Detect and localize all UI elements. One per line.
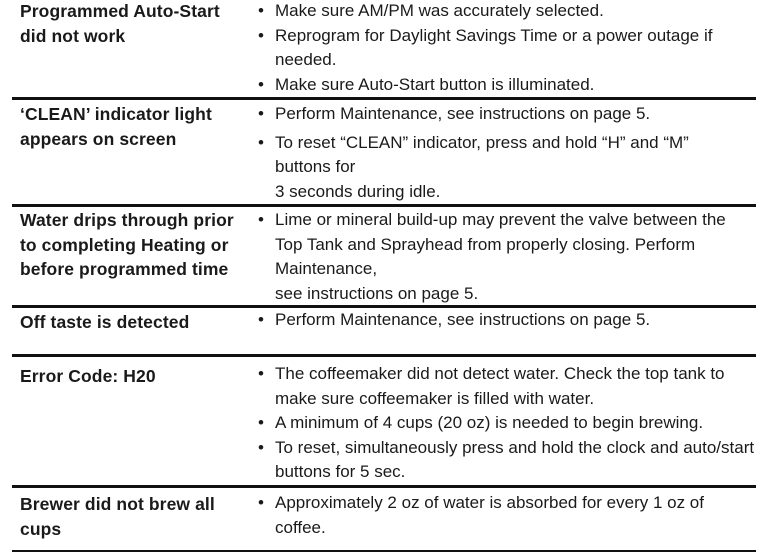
list-item: • Approximately 2 oz of water is absorbed for every 1 oz of coffee. — [258, 493, 704, 537]
bullet-icon: • — [258, 493, 264, 512]
bullet-icon: • — [258, 310, 264, 329]
bullet-icon: • — [258, 132, 264, 152]
problem-label: Off taste is detected — [20, 312, 190, 332]
list-item: • Perform Maintenance, see instructions on page 5. — [256, 308, 756, 333]
list-item: • The coffeemaker did not detect water. Check the top tank to make sure coffeemaker is filled with water. — [258, 364, 725, 408]
solution-list — [256, 102, 756, 204]
bullet-icon: • — [258, 364, 264, 383]
solution-list — [256, 308, 756, 333]
bullet-icon: • — [258, 74, 264, 94]
solution-list — [256, 491, 756, 540]
table-row — [12, 357, 756, 485]
problem-label: ‘CLEAN’ indicator light appears on screen — [20, 104, 212, 149]
solution-list — [256, 0, 756, 97]
list-item: • A minimum of 4 cups (20 oz) is needed to begin brewing. — [256, 411, 756, 436]
list-item: • Reprogram for Daylight Savings Time or a power outage if needed. — [258, 25, 713, 69]
list-item: • Perform Maintenance, see instructions on page 5. — [256, 102, 756, 127]
table-row — [12, 308, 756, 352]
list-item-continuation: 3 seconds during idle. — [275, 181, 441, 201]
list-item: • Lime or mineral build-up may prevent the valve between the Top Tank and Sprayhead from properly closing. Perform Maintenance, — [258, 210, 726, 278]
bullet-icon: • — [258, 437, 264, 457]
bullet-icon: • — [258, 210, 264, 229]
solution-list — [256, 362, 756, 485]
solution-list — [256, 208, 756, 306]
list-item: • To reset, simultaneously press and hold the clock and auto/start buttons for 5 sec. — [258, 437, 755, 481]
list-item: • To reset “CLEAN” indicator, press and hold “H” and “M” buttons for — [258, 132, 689, 176]
table-row — [12, 207, 756, 307]
table-row — [12, 488, 756, 556]
table-row — [12, 0, 756, 98]
bullet-icon: • — [258, 104, 264, 123]
list-item-continuation: see instructions on page 5. — [275, 283, 479, 303]
bullet-icon: • — [258, 1, 264, 20]
bullet-icon: • — [258, 25, 264, 45]
bullet-icon: • — [258, 413, 264, 432]
problem-label: Programmed Auto-Start did not work — [20, 1, 220, 46]
problem-label: Error Code: H20 — [20, 366, 156, 386]
list-item: • Make sure AM/PM was accurately selected. — [256, 0, 756, 24]
table-row — [12, 100, 756, 204]
list-item: • Make sure Auto-Start button is illuminated. — [256, 73, 756, 98]
row-divider — [12, 550, 756, 552]
problem-label: Water drips through prior to completing Heating or before programmed time — [20, 210, 234, 279]
problem-label: Brewer did not brew all cups — [20, 494, 215, 539]
